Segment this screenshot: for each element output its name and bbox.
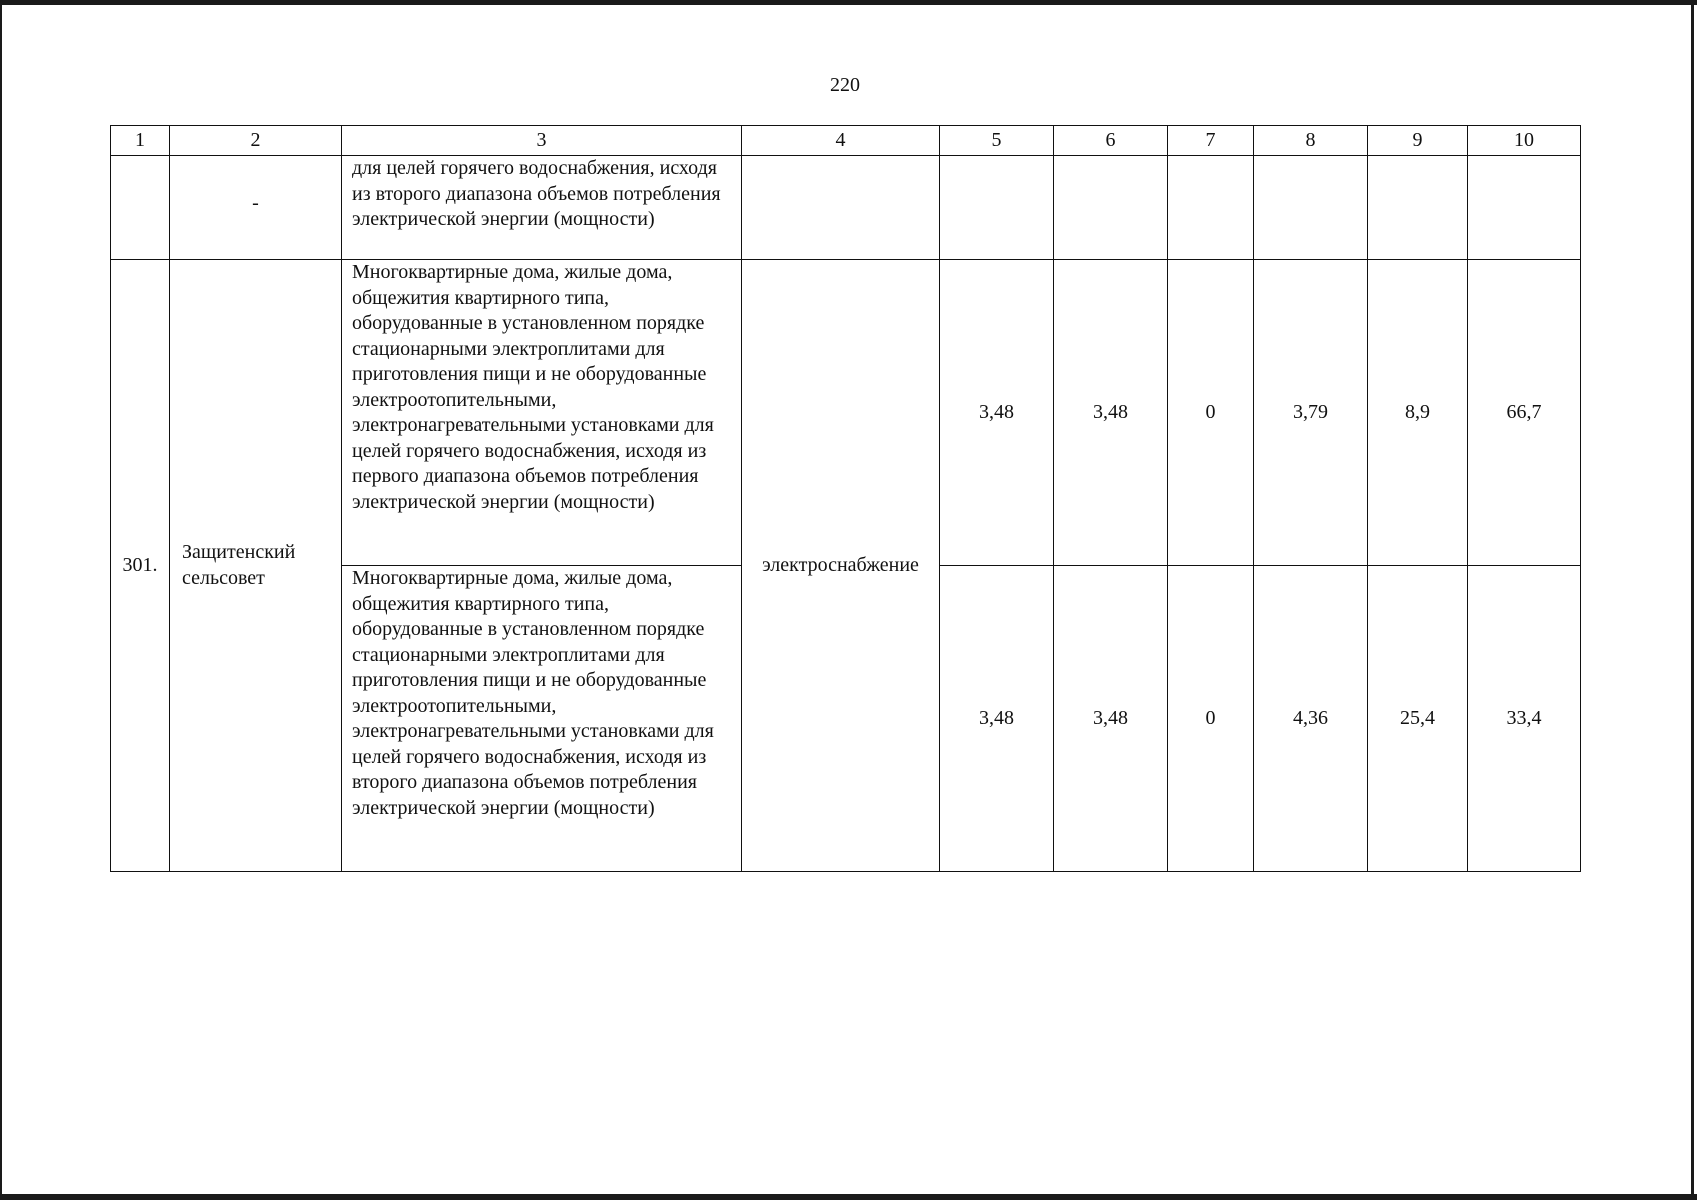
consumer-description-cell: Многоквартирные дома, жилые дома, общежития квартирного типа, оборудованные в установленном порядке стационарными электроплитами для приготовления пищи и не оборудованные электроотопительными, электронагревательными установками для целей горячего водоснабжения, исходя из второго диапазона объемов потребления электрической энергии (мощности)	[342, 566, 742, 872]
consumer-description-cell: Многоквартирные дома, жилые дома, общежития квартирного типа, оборудованные в установленном порядке стационарными электроплитами для приготовления пищи и не оборудованные электроотопительными, электронагревательными установками для целей горячего водоснабжения, исходя из первого диапазона объемов потребления электрической энергии (мощности)	[342, 260, 742, 566]
value-cell: 33,4	[1468, 566, 1581, 872]
column-header: 6	[1054, 126, 1168, 156]
scan-border-left	[0, 0, 2, 1200]
page-number: 220	[830, 74, 860, 96]
settlement-name-cell	[170, 156, 342, 260]
column-header: 1	[111, 126, 170, 156]
value-cell: 25,4	[1368, 566, 1468, 872]
value-cell: 0	[1168, 260, 1254, 566]
row-number-cell	[111, 156, 170, 260]
value-cell: 3,48	[1054, 566, 1168, 872]
column-header: 2	[170, 126, 342, 156]
table-row-continuation	[111, 156, 1581, 260]
value-cell	[1168, 156, 1254, 260]
scan-border-top	[0, 0, 1697, 5]
tariff-table	[110, 125, 1581, 872]
value-cell	[1054, 156, 1168, 260]
column-header: 8	[1254, 126, 1368, 156]
value-cell: 8,9	[1368, 260, 1468, 566]
scan-border-bottom	[0, 1194, 1697, 1200]
value-cell	[1368, 156, 1468, 260]
table-row	[111, 260, 1581, 566]
value-cell: 4,36	[1254, 566, 1368, 872]
service-cell: электроснабжение	[742, 260, 940, 872]
value-cell: 3,48	[1054, 260, 1168, 566]
service-cell	[742, 156, 940, 260]
value-cell	[1254, 156, 1368, 260]
value-cell	[1468, 156, 1581, 260]
value-cell: 3,48	[940, 260, 1054, 566]
scan-border-right	[1691, 0, 1694, 1200]
column-header: 5	[940, 126, 1054, 156]
dash-placeholder: -	[252, 191, 259, 214]
value-cell: 0	[1168, 566, 1254, 872]
column-header: 3	[342, 126, 742, 156]
column-header: 4	[742, 126, 940, 156]
column-header: 10	[1468, 126, 1581, 156]
consumer-description-cell: для целей горячего водоснабжения, исходя из второго диапазона объемов потребления электрической энергии (мощности)	[342, 156, 742, 260]
value-cell	[940, 156, 1054, 260]
column-header: 7	[1168, 126, 1254, 156]
value-cell: 3,48	[940, 566, 1054, 872]
row-number-cell: 301.	[111, 260, 170, 872]
column-header: 9	[1368, 126, 1468, 156]
settlement-name-cell: Защитенский сельсовет	[170, 260, 342, 872]
value-cell: 3,79	[1254, 260, 1368, 566]
value-cell: 66,7	[1468, 260, 1581, 566]
table-header-row	[111, 126, 1581, 156]
